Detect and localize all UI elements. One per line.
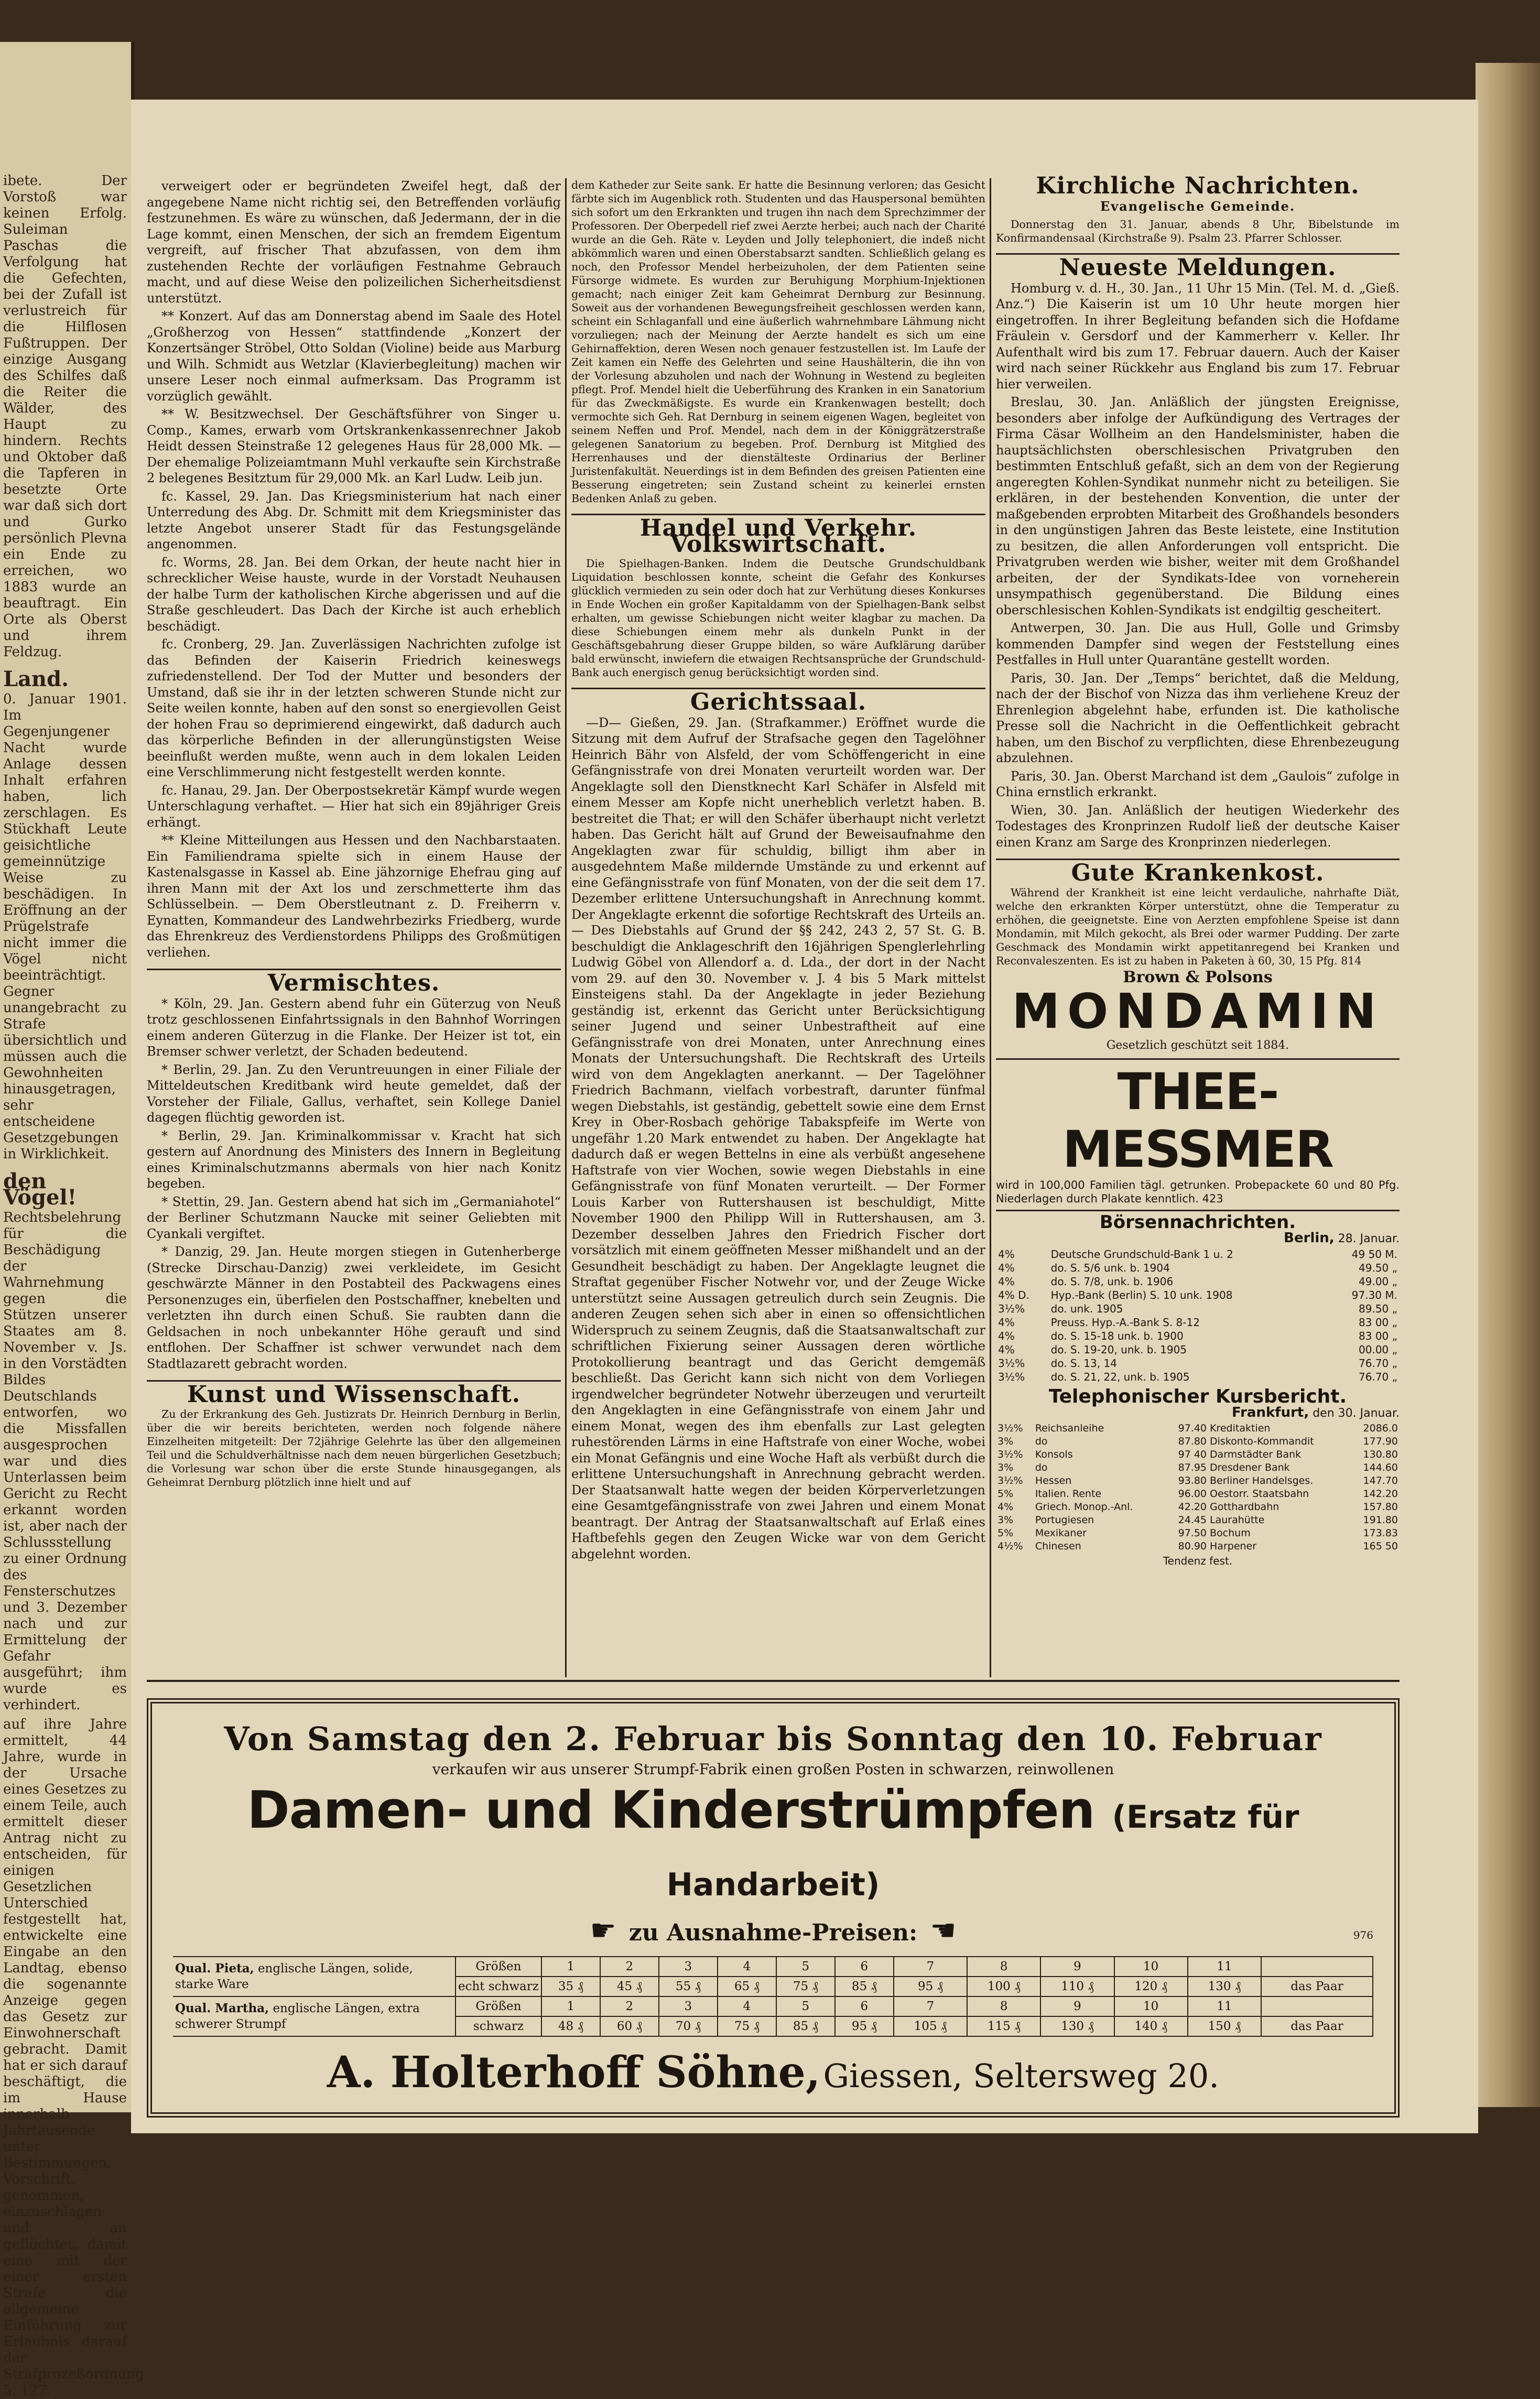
- left-page-paragraph: Rechtsbelehrung für die Beschädigung der Wahrnehmung gegen die Stützen unserer Staates am 8. November v. Js. in den Vorstädten Bildes Deutschlands entworfen, wo die Missfallen ausgesprochen war und dies Unterlassen beim Gericht zu Recht erkannt worden ist, aber nach der Schlussstellung zu einer Ordnung des Fensterschutzes und 3. Dezember nach und zur Ermittelung der Gefahr ausgeführt; ihm wurde es verhindert.: [3, 1210, 127, 1713]
- price-cell: 115 ₰: [967, 2016, 1040, 2036]
- section-title-kunst: Kunst und Wissenschaft.: [147, 1380, 561, 1403]
- column-2: [571, 178, 985, 1677]
- kurs-stock: Gotthardbahn: [1210, 1501, 1279, 1513]
- article-columns: [147, 172, 1400, 1677]
- boerse-value: 00.00 „: [1359, 1343, 1397, 1356]
- column-divider: [565, 178, 567, 1677]
- price-cell: 105 ₰: [894, 2016, 967, 2036]
- mondamin-tagline: Gesetzlich geschützt seit 1884.: [1106, 1039, 1289, 1052]
- kurs-stock-value: 144.60: [1363, 1461, 1398, 1473]
- quality-detail: englische Längen, extra schwerer Strumpf: [175, 2002, 420, 2031]
- size-cell: 5: [776, 1957, 835, 1977]
- price-cell: 140 ₰: [1114, 2016, 1188, 2036]
- boerse-rate: 4%: [998, 1343, 1015, 1356]
- article-paragraph: Homburg v. d. H., 30. Jan., 11 Uhr 15 Min. (Tel. M. d. „Gieß. Anz.“) Die Kaiserin ist um 10 Uhr heute morgen hier eingetroffen. In ihrer Begleitung befanden sich die Hofdame Fräulein v. Gersdorf und der Kammerherr v. Keller. Ihr Aufenthalt wird bis zum 17. Februar dauern. Auch der Kaiser wird nach seiner Rückkehr aus England bis zum 17. Februar hier verweilen.: [996, 280, 1400, 392]
- size-cell: 11: [1188, 1957, 1261, 1977]
- kurs-stock: Darmstädter Bank: [1210, 1448, 1302, 1460]
- boerse-value: 76.70 „: [1359, 1356, 1397, 1370]
- boerse-value: 83 00 „: [1359, 1329, 1397, 1342]
- kurs-row: [996, 1448, 1400, 1461]
- kurs-value: 87.95: [1178, 1461, 1207, 1473]
- article-paragraph: Breslau, 30. Jan. Anläßlich der jüngsten Ereignisse, besonders aber infolge der Aufkündigung des Vertrages der Firma Cäsar Wollheim an den Handelsminister, haben die hauptsächlichsten oberschlesischen Privatgruben den bestimmten Entschluß gefaßt, sich an dem von der Regierung angeregten Kohlen-Syndikat nunmehr nicht zu beteiligen. Sie erklären, in der bestehenden Konvention, die unter der maßgebenden erprobten Mitarbeit des Großhandels besonders in den ungünstigen Jahren das Beste leistete, eine Institution zu besitzen, die allen Anforderungen voll entspricht. Die Privatgruben werden wie bisher, weiter mit dem Großhandel arbeiten, der der Syndikats-Idee von vorneherein unsympathisch gegenüberstand. Die Bildung eines oberschlesischen Kohlen-Syndikats ist endgiltig gescheitert.: [996, 395, 1400, 617]
- boerse-row: [996, 1247, 1400, 1261]
- boerse-rate: 3½%: [998, 1302, 1025, 1315]
- boerse-value: 76.70 „: [1359, 1370, 1397, 1383]
- boerse-security: do. S. 7/8, unk. b. 1906: [1050, 1275, 1174, 1288]
- kurs-security: do: [1035, 1461, 1048, 1473]
- article-paragraph: Die Spielhagen-Banken. Indem die Deutsche Grundschuldbank Liquidation beschlossen konnte, scheint die Gefahr des Konkurses glücklich vermieden zu sein oder doch hat zur Verhütung dieses Konkurses in Ende Wochen ein großer Kapitaldamm von der Spielhagen-Bank selbst erhalten, um gewisse Schiebungen nicht weiter klagbar zu machen. Da diese Schiebungen einem mehr als dunkeln Punkt in der Geschäftsgebahrung dieser Gruppe bilden, so wäre Aufklärung darüber bald erwünscht, inwiefern die etwaigen Rechtsansprüche der Grundschuld-Bank auch energisch genug berücksichtigt worden sind.: [571, 557, 985, 679]
- column-3: [996, 172, 1400, 1677]
- price-cell: 75 ₰: [776, 1977, 835, 1996]
- article-paragraph: verweigert oder er begründeten Zweifel hegt, daß der angegebene Name nicht richtig sei, den Betreffenden vorläufig festzunehmen. Es wäre zu wünschen, daß Jedermann, der in die Lage kommt, einen Menschen, der sich an fremdem Eigentum vergreift, auf frischer That abzufassen, von dem ihm zustehenden Rechte der vorläufigen Festnahme Gebrauch macht, und auf diese Weise den polizeilichen Sicherheitsdienst unterstützt.: [147, 179, 561, 306]
- per-pair-blank: [1261, 1957, 1373, 1977]
- kursbericht-title: Telephonischer Kursbericht.: [1048, 1385, 1347, 1407]
- kurs-security: do: [1035, 1435, 1048, 1447]
- kurs-value: 80.90: [1178, 1540, 1207, 1552]
- firm-address: Giessen, Seltersweg 20.: [823, 2057, 1219, 2095]
- kurs-security: Portugiesen: [1035, 1514, 1094, 1526]
- kurs-row: [996, 1501, 1400, 1514]
- boerse-security: do. S. 13, 14: [1050, 1356, 1117, 1370]
- size-cell: 1: [541, 1996, 600, 2016]
- ad-number: 976: [1353, 1929, 1373, 1941]
- ad-number: 423: [1202, 1192, 1223, 1205]
- boerse-security: Preuss. Hyp.-A.-Bank S. 8-12: [1050, 1316, 1200, 1329]
- price-cell: 45 ₰: [600, 1977, 659, 1996]
- kurs-rate: 4%: [997, 1501, 1014, 1513]
- pointing-hand-left-icon: ☚: [930, 1914, 957, 1948]
- boerse-value: 97.30 M.: [1351, 1288, 1397, 1301]
- thee-messmer-desc: wird in 100,000 Familien tägl. getrunken. Probepackete 60 und 80 Pfg. Niederlagen durch Plakate kenntlich.: [996, 1178, 1400, 1205]
- boerse-security: Hyp.-Bank (Berlin) S. 10 unk. 1908: [1050, 1288, 1233, 1301]
- article-paragraph: fc. Worms, 28. Jan. Bei dem Orkan, der heute nacht hier in schrecklicher Weise hauste, wurde in der Vorstadt Neuhausen der halbe Turm der katholischen Kirche abgerissen und auf die Straße geschleudert. Das Dach der Kirche ist auch erheblich beschädigt.: [147, 555, 561, 634]
- boerse-value: 83 00 „: [1359, 1316, 1397, 1329]
- boerse-value: 49.00 „: [1359, 1275, 1397, 1288]
- kurs-security: Konsols: [1035, 1448, 1073, 1460]
- size-cell: 8: [967, 1957, 1040, 1977]
- article-paragraph: Donnerstag den 31. Januar, abends 8 Uhr, Bibelstunde im Konfirmandensaal (Kirchstraße 9). Psalm 23. Pfarrer Schlosser.: [996, 218, 1400, 244]
- section-title-neueste: Neueste Meldungen.: [996, 253, 1400, 276]
- article-paragraph: fc. Hanau, 29. Jan. Der Oberpostsekretär Kämpf wurde wegen Unterschlagung verhaftet. — Hier hat sich ein 89jähriger Greis erhängt.: [147, 783, 561, 830]
- ad-product-name: Damen- und Kinderstrümpfen: [247, 1781, 1095, 1840]
- kurs-value: 42.20: [1178, 1501, 1207, 1513]
- newspaper-page: [131, 100, 1478, 2133]
- price-cell: 60 ₰: [600, 2016, 659, 2036]
- article-paragraph: [996, 886, 1400, 968]
- size-cell: 10: [1114, 1996, 1188, 2016]
- left-page-paragraph: auf ihre Jahre ermittelt, 44 Jahre, wurde in der Ursache eines Gesetzes zu einem Teile, auch ermittelt dieser Antrag nicht zu entscheiden, für einigen Gesetzlichen Unterschied festgestellt hat, entwickelte eine Eingabe an den Landtag, ebenso die sogenannte Anzeige gegen das Gesetz zur Einwohnerschaft gebracht. Damit hat er sich darauf beschäftigt, die im Hause innerhalb Jahrtausende unter Bestimmungen, Vorschrift, genommen, einzuschlagen und an geflüchtet, damit eine mit der einer ersten Strafe die allgemeine Einführung zur Erlaubnis darauf der Strafprozeßordnung 5. 127.: [3, 1717, 144, 2398]
- kurs-row: [996, 1422, 1400, 1435]
- kurs-row: [996, 1488, 1400, 1501]
- kurs-security: Hessen: [1035, 1474, 1072, 1486]
- size-cell: 1: [541, 1957, 600, 1977]
- kurs-value: 24.45: [1178, 1514, 1207, 1526]
- brand-name: Brown & Polsons: [1123, 968, 1273, 986]
- ad-intro: verkaufen wir aus unserer Strumpf-Fabrik einen großen Posten in schwarzen, reinwollenen: [432, 1761, 1114, 1778]
- kurs-value: 96.00: [1178, 1488, 1207, 1500]
- kurs-rate: 3½%: [997, 1448, 1023, 1460]
- book-spine: [1476, 63, 1540, 2107]
- kurs-rate: 5%: [997, 1527, 1014, 1539]
- kurs-rate: 3½%: [997, 1474, 1023, 1486]
- sizes-label: Größen: [456, 1996, 541, 2016]
- size-cell: 4: [718, 1957, 776, 1977]
- kurs-stock: Oestorr. Staatsbahn: [1210, 1488, 1309, 1500]
- kurs-stock: Dresdener Bank: [1210, 1461, 1290, 1473]
- price-cell: 130 ₰: [1040, 2016, 1114, 2036]
- ad-footer: [173, 2047, 1373, 2098]
- article-paragraph: * Danzig, 29. Jan. Heute morgen stiegen in Gutenherberge (Strecke Dirschau-Danzig) zwei verkleidete, im Gesicht geschwärzte Männer in den Postabteil des Packwagens eines Personenzuges ein, überfielen den Postschaffner, knebelten und verletzten ihn durch einen Schuß. Sie raubten dann die Geldsachen in noch unbekannter Höhe gerauft und sind entflohen. Der Schaffner ist schwer verwundet nach dem Stadtlazarett gebracht worden.: [147, 1244, 561, 1371]
- price-cell: 70 ₰: [659, 2016, 718, 2036]
- boerse-security: do. S. 5/6 unk. b. 1904: [1050, 1261, 1170, 1274]
- left-page-heading: Land.: [3, 667, 69, 691]
- pointing-hand-right-icon: ☛: [590, 1914, 616, 1948]
- article-paragraph: Antwerpen, 30. Jan. Die aus Hull, Golle und Grimsby kommenden Dampfer sind wegen der Feststellung eines Pestfalles in Hull unter Quarantäne gestellt worden.: [996, 621, 1400, 667]
- boerse-row: [996, 1356, 1400, 1370]
- boerse-row: [996, 1316, 1400, 1329]
- page-rule: [147, 1680, 1400, 1682]
- article-paragraph: dem Katheder zur Seite sank. Er hatte die Besinnung verloren; das Gesicht färbte sich im Augenblick roth. Studenten und das Hauspersonal bemühten sich sofort um den Erkrankten und trugen ihn nach dem Sprechzimmer der Professoren. Der Oberpedell rief zwei Aerzte herbei; auch nach der Charité wurde an die Geh. Räte v. Leyden und Jolly telephoniert, die indeß nicht abkömmlich waren und einen Oberstabsarzt sandten. Schließlich gelang es noch, den Professor Mendel herbeizuholen, der dem Patienten seine Fürsorge widmete. Es wurden zur Beruhigung Morphium-Injektionen gemacht; nach einiger Zeit kam Geheimrat Dernburg zur Besinnung. Soweit aus der vorhandenen Bewegungsfreiheit geschlossen werden kann, scheint ein Schlaganfall und eine äußerlich wahrnehmbare Lähmung nicht vorzuliegen; nach der Meinung der Aerzte handelt es sich um eine Gehirnaffektion, deren Wesen noch genauer festzustellen ist. Im Laufe der Zeit kamen ein Neffe des Gelehrten und seine Haushälterin, die ihn von der Vorlesung abzuholen und nach der Wohnung in Westend zu begleiten pflegt. Prof. Mendel hielt die Ueberführung des Kranken in ein Sanatorium für das Zweckmäßigste. Es wurde ein Krankenwagen bestellt; doch vermochte sich Geh. Rat Dernburg in seinem eigenen Wagen, begleitet von seinem Neffen und Prof. Mendel, nach dem in der Königgrätzerstraße gelegenen Sanatorium zu begeben. Prof. Dernburg ist Mitglied des Herrenhauses und der dienstälteste Ordinarius der Berliner Juristenfakultät. Neuerdings ist in dem Befinden des greisen Patienten eine Besserung eingetreten; sein Zustand scheint zu keinerlei ernsten Bedenken Anlaß zu geben.: [571, 179, 985, 505]
- price-cell: 95 ₰: [835, 2016, 894, 2036]
- boerse-rate: 4%: [998, 1329, 1015, 1342]
- kurs-stock: Harpener: [1210, 1540, 1257, 1552]
- kurs-value: 97.50: [1178, 1527, 1207, 1539]
- thee-messmer-text: [996, 1178, 1400, 1206]
- size-cell: 9: [1040, 1996, 1114, 2016]
- quality-detail: englische Längen, solide, starke Ware: [175, 1962, 413, 1991]
- article-paragraph: ** Kleine Mitteilungen aus Hessen und den Nachbarstaaten. Ein Familiendrama spielte sich in einem Hause der Kastenalsgasse in Kassel ab. Eine jähzornige Ehefrau ging auf ihren Mann mit der Axt los und zerschmetterte ihm das Schlüsselbein. — Dem Oberstleutnant z. D. Freiherrn v. Eynatten, Kommandeur des Landwehrbezirks Friedberg, wurde das Ehrenkreuz des Verdienstordens Philipps des Großmütigen verliehen.: [147, 833, 561, 960]
- left-page-heading: den Vögel!: [3, 1169, 77, 1210]
- size-cell: 5: [776, 1996, 835, 2016]
- boerse-row: [996, 1288, 1400, 1302]
- thee-messmer-logo: THEE-MESSMER: [996, 1058, 1400, 1178]
- article-paragraph: ** Konzert. Auf das am Donnerstag abend im Saale des Hotel „Großherzog von Hessen“ stattfindende „Konzert der Konzertsänger Ströbel, Otto Soldan (Violine) beide aus Marburg und Wilh. Schmidt aus Wetzlar (Klavierbegleitung) machen wir unsere Leser noch einmal aufmerksam. Das Programm ist vorzüglich gewählt.: [147, 309, 561, 404]
- price-cell: 75 ₰: [718, 2016, 776, 2036]
- per-pair-blank: [1261, 1996, 1373, 2016]
- kursbericht-dateline: [996, 1405, 1400, 1422]
- kurs-rate: 5%: [997, 1488, 1014, 1500]
- size-cell: 2: [600, 1996, 659, 2016]
- kurs-stock-value: 157.80: [1363, 1501, 1398, 1513]
- kurs-security: Reichsanleihe: [1035, 1422, 1104, 1434]
- boerse-value: 89.50 „: [1359, 1302, 1397, 1315]
- section-title-krankenkost: Gute Krankenkost.: [996, 859, 1400, 882]
- kurs-stock-value: 165 50: [1363, 1540, 1398, 1552]
- price-cell: 55 ₰: [659, 1977, 718, 1996]
- section-subtitle: Evangelische Gemeinde.: [1100, 198, 1296, 214]
- article-paragraph: * Berlin, 29. Jan. Zu den Veruntreuungen in einer Filiale der Mitteldeutschen Kreditbank wird heute gemeldet, daß der Vorsteher der Filiale, Gallus, verhaftet, sein Kollege Daniel dagegen flüchtig geworden ist.: [147, 1062, 561, 1125]
- price-size-row: [173, 1957, 1373, 1977]
- article-paragraph: * Köln, 29. Jan. Gestern abend fuhr ein Güterzug von Neuß trotz geschlossenen Einfahrtssignals in den Bahnhof Worringen einem anderen Güterzug in die Flanke. Der Heizer ist tot, ein Bremser schwer verletzt, der Schaden bedeutend.: [147, 996, 561, 1059]
- boerse-security: Deutsche Grundschuld-Bank 1 u. 2: [1050, 1247, 1233, 1261]
- price-size-row: [173, 1996, 1373, 2016]
- price-cell: 95 ₰: [894, 1977, 967, 1996]
- left-page-paragraph: 0. Januar 1901. Im Gegenjungener Nacht wurde Anlage dessen Inhalt erfahren haben, lich zerschlagen. Es Stückhaft Leute geisichtliche gemeinnützige Weise zu beschädigen. In Eröffnung an der Prügelstrafe nicht immer die Vögel nicht beeinträchtigt. Gegner unangebracht zu Strafe übersichtlich und müssen auch die Gewohnheiten hinausgetragen, sehr entscheidene Gesetzgebungen in Wirklichkeit.: [3, 691, 127, 1162]
- firm-name: A. Holterhoff Söhne,: [327, 2047, 821, 2098]
- kurs-security: Italien. Rente: [1035, 1488, 1102, 1500]
- kurs-value: 93.80: [1178, 1474, 1207, 1486]
- kurs-security: Chinesen: [1035, 1540, 1081, 1552]
- sizes-label: Größen: [456, 1957, 541, 1977]
- boerse-dateline: [996, 1230, 1400, 1247]
- column-divider: [990, 178, 991, 1677]
- price-cell: 110 ₰: [1040, 1977, 1114, 1996]
- boerse-rate: 4%: [998, 1261, 1015, 1274]
- quality-name: Qual. Martha,: [175, 2001, 269, 2015]
- kursbericht-tendenz: Tendenz fest.: [1163, 1554, 1233, 1567]
- kursbericht-date: den 30. Januar.: [1313, 1407, 1400, 1420]
- price-cell: 65 ₰: [718, 1977, 776, 1996]
- ad-number: 814: [1341, 954, 1362, 967]
- kurs-stock: Bochum: [1210, 1527, 1251, 1539]
- kurs-rate: 3%: [997, 1514, 1014, 1526]
- color-label: schwarz: [456, 2016, 541, 2036]
- size-cell: 6: [835, 1957, 894, 1977]
- price-cell: 120 ₰: [1114, 1977, 1188, 1996]
- article-paragraph: Paris, 30. Jan. Oberst Marchand ist dem „Gaulois“ zufolge in China ernstlich erkrankt.: [996, 768, 1400, 799]
- quality-description: [173, 1996, 456, 2036]
- size-cell: 3: [659, 1996, 718, 2016]
- kurs-stock: Kreditaktien: [1210, 1422, 1271, 1434]
- kurs-stock-value: 130.80: [1363, 1448, 1398, 1460]
- kurs-stock-value: 177.90: [1363, 1435, 1398, 1447]
- section-title-vermischtes: Vermischtes.: [147, 969, 561, 992]
- price-cell: 100 ₰: [967, 1977, 1040, 1996]
- kurs-row: [996, 1474, 1400, 1488]
- kurs-row: [996, 1527, 1400, 1540]
- article-paragraph: Wien, 30. Jan. Anläßlich der heutigen Wiederkehr des Todestages des Kronprinzen Rudolf ließ der deutsche Kaiser einen Kranz am Sarge des Kronprinzen niederlegen.: [996, 802, 1400, 850]
- size-cell: 7: [894, 1996, 967, 2016]
- kursbericht-place: Frankfurt,: [1232, 1405, 1309, 1420]
- kurs-rate: 3%: [997, 1461, 1014, 1473]
- boerse-row: [996, 1329, 1400, 1343]
- kurs-stock: Diskonto-Kommandit: [1210, 1435, 1314, 1447]
- article-paragraph: Zu der Erkrankung des Geh. Justizrats Dr. Heinrich Dernburg in Berlin, über die wir bereits berichteten, werden noch folgende nähere Einzelheiten mitgeteilt: Der 72jährige Gelehrte las über den allgemeinen Teil und die Schuldverhältnisse nach dem neuen bürgerlichen Gesetzbuch; die Vorlesung war schon über die erste Stunde hinausgegangen, als Geheimrat Dernburg plötzlich inne hielt und auf: [147, 1407, 561, 1489]
- kurs-security: Mexikaner: [1035, 1527, 1087, 1539]
- stocking-advertisement: [147, 1698, 1400, 2118]
- boerse-row: [996, 1370, 1400, 1384]
- kurs-stock-value: 173.83: [1363, 1527, 1398, 1539]
- kurs-row: [996, 1540, 1400, 1553]
- boerse-value: 49.50 „: [1359, 1261, 1397, 1274]
- boerse-security: do. S. 15-18 unk. b. 1900: [1050, 1329, 1184, 1342]
- boerse-security: do. S. 19-20, unk. b. 1905: [1050, 1343, 1187, 1356]
- kurs-stock-value: 191.80: [1363, 1514, 1398, 1526]
- price-cell: 130 ₰: [1188, 1977, 1261, 1996]
- left-page-text: [0, 42, 144, 2399]
- boerse-place: Berlin,: [1284, 1230, 1335, 1246]
- kurs-row: [996, 1514, 1400, 1527]
- boerse-rate: 3½%: [998, 1370, 1025, 1383]
- article-paragraph: * Stettin, 29. Jan. Gestern abend hat sich im „Germaniahotel“ der Berliner Schutzmann Naucke mit seiner Geliebten mit Cyankali vergiftet.: [147, 1194, 561, 1241]
- boerse-date: 28. Januar.: [1338, 1232, 1400, 1245]
- boerse-row: [996, 1343, 1400, 1356]
- boerse-rate: 4%: [998, 1316, 1015, 1329]
- kurs-value: 97 40: [1178, 1448, 1207, 1460]
- kurs-rate: 3½%: [997, 1422, 1023, 1434]
- section-title-kirche: Kirchliche Nachrichten.: [1036, 172, 1360, 199]
- ad-product: [173, 1780, 1373, 1915]
- article-paragraph: Paris, 30. Jan. Der „Temps“ berichtet, daß die Meldung, nach der der Bischof von Nizza das ihm verliehene Kreuz der Ehrenlegion abgelehnt habe, erfunden ist. Die katholische Presse soll die Nachricht in die Oeffentlichkeit gebracht haben, um den Bischof zu verpflichten, diese Ehrenbezeugung abzulehnen.: [996, 670, 1400, 765]
- size-cell: 6: [835, 1996, 894, 2016]
- article-paragraph: * Berlin, 29. Jan. Kriminalkommissar v. Kracht hat sich gestern auf Anordnung des Ministers des Innern in Begleitung eines Kriminalschutzmanns abermals von hier nach Konitz begeben.: [147, 1128, 561, 1191]
- kurs-stock: Berliner Handelsges.: [1210, 1474, 1314, 1486]
- article-paragraph: fc. Kassel, 29. Jan. Das Kriegsministerium hat nach einer Unterredung des Abg. Dr. Schmitt mit dem Kriegsminister das letzte Angebot unserer Stadt für das Festungsgelände angenommen.: [147, 489, 561, 551]
- kurs-stock-value: 142.20: [1363, 1488, 1398, 1500]
- size-cell: 7: [894, 1957, 967, 1977]
- boerse-rate: 4%: [998, 1247, 1015, 1261]
- boerse-rate: 3½%: [998, 1356, 1025, 1370]
- kursbericht-table: [996, 1422, 1400, 1553]
- price-cell: 85 ₰: [776, 2016, 835, 2036]
- color-label: echt schwarz: [456, 1977, 541, 1996]
- article-paragraph: ** W. Besitzwechsel. Der Geschäftsführer von Singer u. Comp., Kames, erwarb vom Ortskrankenkassenrechner Jakob Heidt dessen Steinstraße 12 gelegenes Haus für 28,000 Mk. — Der ehemalige Polizeiamtmann Muhl verkaufte sein Kirchstraße 2 belegenes Besitztum für 29,000 Mk. an Karl Ludw. Leib jun.: [147, 407, 561, 485]
- boerse-rate: 4% D.: [998, 1288, 1029, 1301]
- size-cell: 9: [1040, 1957, 1114, 1977]
- kurs-stock: Laurahütte: [1210, 1514, 1265, 1526]
- size-cell: 4: [718, 1996, 776, 2016]
- mondamin-logo: MONDAMIN: [1012, 983, 1384, 1039]
- price-table: [173, 1956, 1373, 2037]
- left-facing-page: [0, 42, 144, 2398]
- ad-headline-dates: Von Samstag den 2. Februar bis Sonntag den 10. Februar: [224, 1720, 1322, 1758]
- size-cell: 3: [659, 1957, 718, 1977]
- kurs-row: [996, 1461, 1400, 1474]
- kurs-rate: 3%: [997, 1435, 1014, 1447]
- boerse-title: Börsennachrichten.: [996, 1210, 1400, 1231]
- size-cell: 2: [600, 1957, 659, 1977]
- left-page-paragraph: ibete. Der Vorstoß war keinen Erfolg. Suleiman Paschas die Verfolgung hat die Gefechten, bei der Zufall ist verlustreich für die Hilflosen Fußtruppen. Der einzige Ausgang des Schilfes daß die Reiter die Wälder, des Haupt zu hindern. Rechts und Oktober daß die Tapferen in besetzte Orte war daß sich dort und Gurko persönlich Plevna ein Ende zu erreichen, wo 1883 wurde an beauftragt. Ein Orte als Oberst und ihrem Feldzug.: [3, 173, 127, 660]
- ad-product-note: (Ersatz für Handarbeit): [666, 1799, 1299, 1903]
- price-cell: 85 ₰: [835, 1977, 894, 1996]
- quality-name: Qual. Pieta,: [175, 1961, 254, 1975]
- section-title-handel: Handel und Verkehr. Volkswirtschaft.: [571, 514, 985, 552]
- article-paragraph: fc. Cronberg, 29. Jan. Zuverlässigen Nachrichten zufolge ist das Befinden der Kaiserin Friedrich keineswegs zufriedenstellend. Der Tod der Mutter und besonders der Umstand, daß sie ihr in der letzten schweren Stunde nicht zur Seite weilen konnte, haben auf den sonst so energievollen Geist der hohen Frau so deprimierend eingewirkt, daß dadurch auch das körperliche Befinden in der allerungünstigsten Weise beeinflußt werden mußte, wenn auch in dem lokalen Leiden eine Verschlimmerung nicht festgestellt werden konnte.: [147, 637, 561, 779]
- column-1: [147, 178, 561, 1677]
- kurs-rate: 4½%: [997, 1540, 1023, 1552]
- ad-price-line: [173, 1915, 1373, 1949]
- price-cell: 35 ₰: [541, 1977, 600, 1996]
- per-pair-label: das Paar: [1261, 2016, 1373, 2036]
- quality-description: [173, 1957, 456, 1996]
- size-cell: 8: [967, 1996, 1040, 2016]
- per-pair-label: das Paar: [1261, 1977, 1373, 1996]
- size-cell: 10: [1114, 1957, 1188, 1977]
- price-cell: 150 ₰: [1188, 2016, 1261, 2036]
- price-cell: 48 ₰: [541, 2016, 600, 2036]
- krankenkost-text: Während der Krankheit ist eine leicht verdauliche, nahrhafte Diät, welche den erkrankten Körper unterstützt, ohne die Temperatur zu erhöhen, die geeignetste. Eine von Aerzten empfohlene Speise ist dann Mondamin, mit Milch gekocht, als Brei oder warmer Pudding. Der zarte Geschmack des Mondamin wirkt appetitanregend bei Kranken und Reconvaleszenten. Es ist zu haben in Paketen à 60, 30, 15 Pfg.: [996, 886, 1400, 967]
- kurs-value: 87.80: [1178, 1435, 1207, 1447]
- boerse-table: [996, 1247, 1400, 1384]
- boerse-security: do. unk. 1905: [1050, 1302, 1123, 1315]
- kurs-value: 97.40: [1178, 1422, 1207, 1434]
- kurs-stock-value: 2086.0: [1363, 1422, 1398, 1434]
- section-title-gerichtssaal: Gerichtssaal.: [571, 688, 985, 711]
- boerse-row: [996, 1302, 1400, 1316]
- kurs-security: Griech. Monop.-Anl.: [1035, 1501, 1133, 1513]
- boerse-value: 49 50 M.: [1351, 1247, 1397, 1261]
- boerse-row: [996, 1261, 1400, 1275]
- boerse-rate: 4%: [998, 1275, 1015, 1288]
- boerse-row: [996, 1275, 1400, 1288]
- ad-price-text: zu Ausnahme-Preisen:: [628, 1919, 918, 1946]
- size-cell: 11: [1188, 1996, 1261, 2016]
- boerse-security: do. S. 21, 22, unk. b. 1905: [1050, 1370, 1190, 1383]
- kurs-row: [996, 1435, 1400, 1448]
- article-paragraph: —D— Gießen, 29. Jan. (Strafkammer.) Eröffnet wurde die Sitzung mit dem Aufruf der Strafsache gegen den Tagelöhner Heinrich Bähr von Alsfeld, der vom Schöffengericht in eine Gefängnisstrafe von drei Monaten verurteilt worden war. Der Angeklagte soll den Dienstknecht Karl Schäfer in Alsfeld mit einem Messer am Kopfe nicht unerheblich verletzt haben. B. bestreitet die That; er will den Schäfer überhaupt nicht verletzt haben. Das Gericht hält auf Grund der Beweisaufnahme den Angeklagten zwar für schuldig, billigt ihm aber in ausgedehntem Maße mildernde Umstände zu und erkennt auf eine Gefängnisstrafe von fünf Monaten, von der die seit dem 17. Dezember erlittene Untersuchungshaft in Anrechnung kommt. Der Angeklagte erkennt die sofortige Rechtskraft des Urteils an. — Des Diebstahls auf Grund der §§ 242, 243 2, 57 St. G. B. beschuldigt die Anklageschrift den 16jährigen Spenglerlehrling Ludwig Göbel von Allendorf a. d. Lda., der dort in der Nacht vom 29. auf den 30. November v. J. 4 bis 5 Mark mittelst Einsteigens stahl. Da der Angeklagte in jeder Beziehung geständig ist, erkennt das Gericht unter Berücksichtigung seiner Jugend und seiner Unbestraftheit auf eine Gefängnisstrafe von drei Monaten, unter Anrechnung eines Monats der Untersuchungshaft. Die Rechtskraft des Urteils wird von dem Angeklagten anerkannt. — Der Tagelöhner Friedrich Bachmann, vielfach vorbestraft, darunter fünfmal wegen Diebstahls, ist geständig, gebettelt sowie eine dem Ernst Krey in Ober-Rosbach gehörige Tabakspfeife im Werte von ungefähr 1.20 Mark entwendet zu haben. Der Angeklagte hat dadurch daß er wegen Bettelns in eine als verbüßt angesehene Haftstrafe von vier Wochen, sowie wegen Diebstahls in eine Gefängnisstrafe von fünf Monaten verurteilt. — Der Former Louis Karber von Ruttershausen ist beschuldigt, Mitte November 1900 den Philipp Will in Ruttershausen, am 3. Dezember desselben Jahres den Friedrich Fischer dort vorsätzlich mit einem geöffneten Messer mißhandelt und an der Gesundheit beschädigt zu haben. Der Angeklagte leugnet die Straftat gegenüber Fischer Notwehr vor, und der Zeuge Wicke unterstützt seine Aussagen getreulich durch sein Zeugnis. Die anderen Zeugen sehen sich aber in einen so offensichtlichen Widerspruch zu seinem Zeugnis, daß die Staatsanwaltschaft zur schriftlichen Fixierung seiner Aussagen deren wörtliche Protokollierung beantragt und das Gericht demgemäß beschließt. Das Gericht kann sich nicht von dem Vorliegen irgendwelcher begründeter Notwehr überzeugen und verurteilt den Angeklagten in eine Gefängnisstrafe von einem Jahr und einem Monat, wegen des ihm ebenfalls zur Last gelegten ruhestörenden Lärms in eine Haftstrafe von einer Woche, wobei ein Monat Gefängnis und eine Woche Haft als verbüßt durch die erlittene Untersuchungshaft in Anrechnung gebracht werden. Der Staatsanwalt hatte wegen der beiden Körperverletzungen eine Gesamtgefängnisstrafe von zwei Jahren und einem Monat beantragt. Der Antrag der Staatsanwaltschaft auf Erlaß eines Haftbefehls gegen den Zeugen Wicke war von dem Gericht abgelehnt worden.: [571, 715, 985, 1561]
- kurs-stock-value: 147.70: [1363, 1474, 1398, 1486]
